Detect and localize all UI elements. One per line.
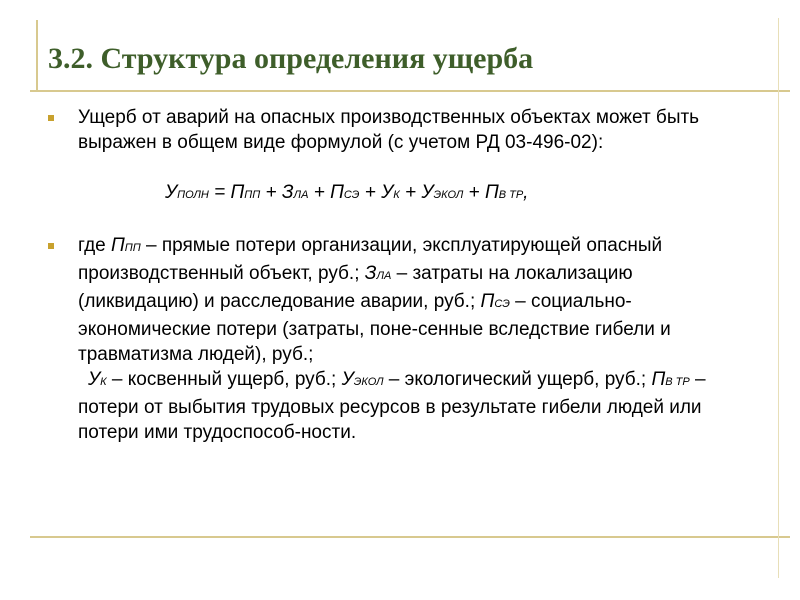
def-text: – косвенный ущерб, руб.;	[106, 369, 342, 390]
formula-term: З	[281, 182, 294, 203]
formula-lhs: У	[165, 182, 178, 203]
formula-term: П	[230, 182, 245, 203]
formula-op: +	[308, 182, 331, 203]
formula-op: +	[260, 182, 282, 203]
def-text: – прямые потери организации, эксплуатирующей опасный производственный объект, руб.;	[78, 235, 663, 284]
formula-eq: =	[208, 182, 231, 203]
formula-term: П	[330, 182, 344, 203]
formula-end: ,	[523, 182, 529, 203]
intro-text: Ущерб от аварий на опасных производственных объектах может быть выражен в общем виде формулой (с учетом РД 03-496-02):	[78, 107, 700, 153]
def-text: – экологический ущерб, руб.;	[383, 369, 652, 390]
def-var: У	[341, 369, 354, 390]
decorative-vertical-line	[36, 20, 38, 92]
def-var: П	[111, 235, 125, 256]
formula-sub: ПП	[244, 189, 261, 201]
def-sub: ЛА	[376, 270, 392, 282]
formula-sub: ЭКОЛ	[433, 189, 464, 201]
formula-term: У	[381, 182, 394, 203]
paragraph-definitions-continued	[40, 367, 740, 445]
bullet-paragraph-intro	[40, 105, 740, 155]
damage-formula	[40, 180, 740, 208]
slide-content	[40, 105, 740, 464]
formula-sub: К	[393, 189, 400, 201]
formula-term: У	[421, 182, 434, 203]
formula-term: П	[484, 182, 499, 203]
def-text: – социально-экономические потери (затраты, поне-сенные вследствие гибели и травматизма людей), руб.;	[78, 291, 671, 365]
def-var: П	[480, 291, 495, 312]
def-text: – затраты на локализацию (ликвидацию) и расследование аварии, руб.;	[78, 263, 633, 312]
def-sub: ПП	[124, 242, 141, 254]
title-underline	[30, 90, 790, 92]
bullet-square-icon	[48, 115, 54, 121]
slide-title: 3.2. Структура определения ущерба	[48, 42, 534, 75]
bullet-square-icon	[48, 243, 54, 249]
def-sub: В ТР	[665, 376, 690, 388]
formula-op: +	[359, 182, 382, 203]
right-edge-line	[778, 18, 779, 578]
def-text: – потери от выбытия трудовых ресурсов в результате гибели людей или потери ими трудоспособ-ности.	[78, 369, 706, 443]
def-sub: СЭ	[494, 298, 510, 310]
bullet-paragraph-definitions	[40, 233, 740, 367]
def-var: У	[88, 369, 101, 390]
def-text: где	[78, 235, 112, 256]
formula-sub: В ТР	[498, 189, 524, 201]
def-var: П	[651, 369, 666, 390]
formula-lhs-sub: ПОЛН	[177, 189, 209, 201]
def-sub: ЭКОЛ	[353, 376, 384, 388]
formula-op: +	[399, 182, 422, 203]
def-var: З	[364, 263, 377, 284]
formula-op: +	[463, 182, 485, 203]
bottom-rule	[30, 536, 790, 538]
formula-sub: ЛА	[293, 189, 309, 201]
formula-sub: СЭ	[343, 189, 360, 201]
def-sub: К	[100, 376, 107, 388]
